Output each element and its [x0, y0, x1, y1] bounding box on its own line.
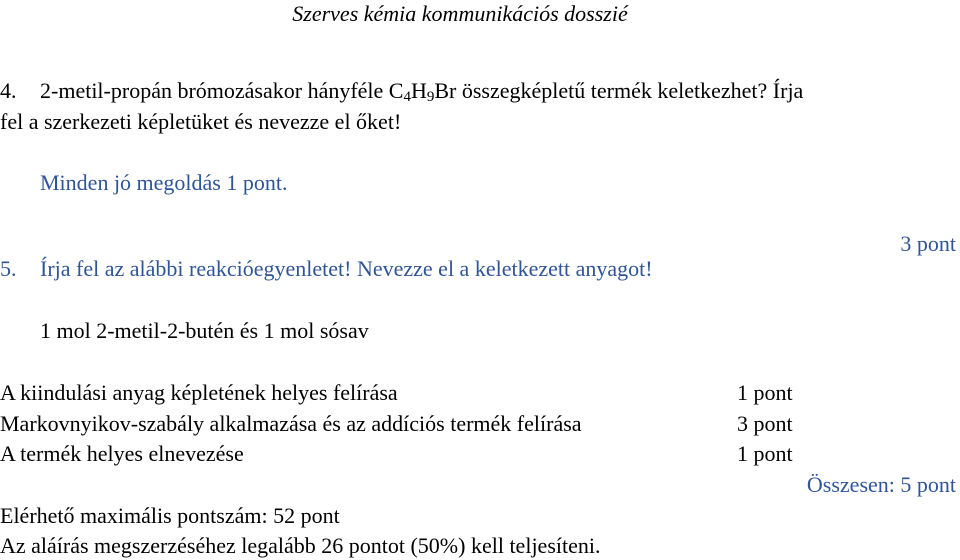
question-4-points: 3 pont	[900, 231, 956, 256]
criteria-points-1: 1 pont	[737, 380, 793, 405]
page-title: Szerves kémia kommunikációs dosszié	[292, 1, 628, 26]
signature-requirement: Az aláírás megszerzéséhez legalább 26 pontot (50%) kell teljesíteni.	[0, 533, 601, 558]
question-4-line-1	[0, 78, 804, 105]
max-score: Elérhető maximális pontszám: 52 pont	[0, 503, 340, 528]
criteria-label-3: A termék helyes elnevezése	[0, 441, 244, 466]
criteria-total: Összesen: 5 pont	[806, 472, 956, 497]
criteria-points-2: 3 pont	[737, 411, 793, 436]
criteria-label-1: A kiindulási anyag képletének helyes felírása	[0, 380, 398, 405]
question-4-line-2: fel a szerkezeti képletüket és nevezze el őket!	[0, 109, 402, 134]
question-4-text-b: H	[410, 78, 427, 103]
question-5-number: 5.	[0, 256, 17, 281]
question-4-text-a: 2-metil-propán brómozásakor hányféle C	[40, 78, 404, 103]
question-5-task: 1 mol 2-metil-2-butén és 1 mol sósav	[40, 318, 369, 343]
criteria-points-3: 1 pont	[737, 441, 793, 466]
question-4-text-c: Br összegképletű termék keletkezhet? Írja	[434, 78, 804, 103]
formula-subscript-9: 9	[426, 89, 435, 105]
criteria-label-2: Markovnyikov-szabály alkalmazása és az addíciós termék felírása	[0, 411, 582, 436]
formula-subscript-4: 4	[403, 89, 411, 105]
question-4-number: 4.	[0, 78, 17, 103]
question-5-text: Írja fel az alábbi reakcióegyenletet! Nevezze el a keletkezett anyagot!	[40, 256, 653, 281]
question-5-line	[0, 258, 653, 280]
question-4-scoring: Minden jó megoldás 1 pont.	[40, 170, 288, 195]
